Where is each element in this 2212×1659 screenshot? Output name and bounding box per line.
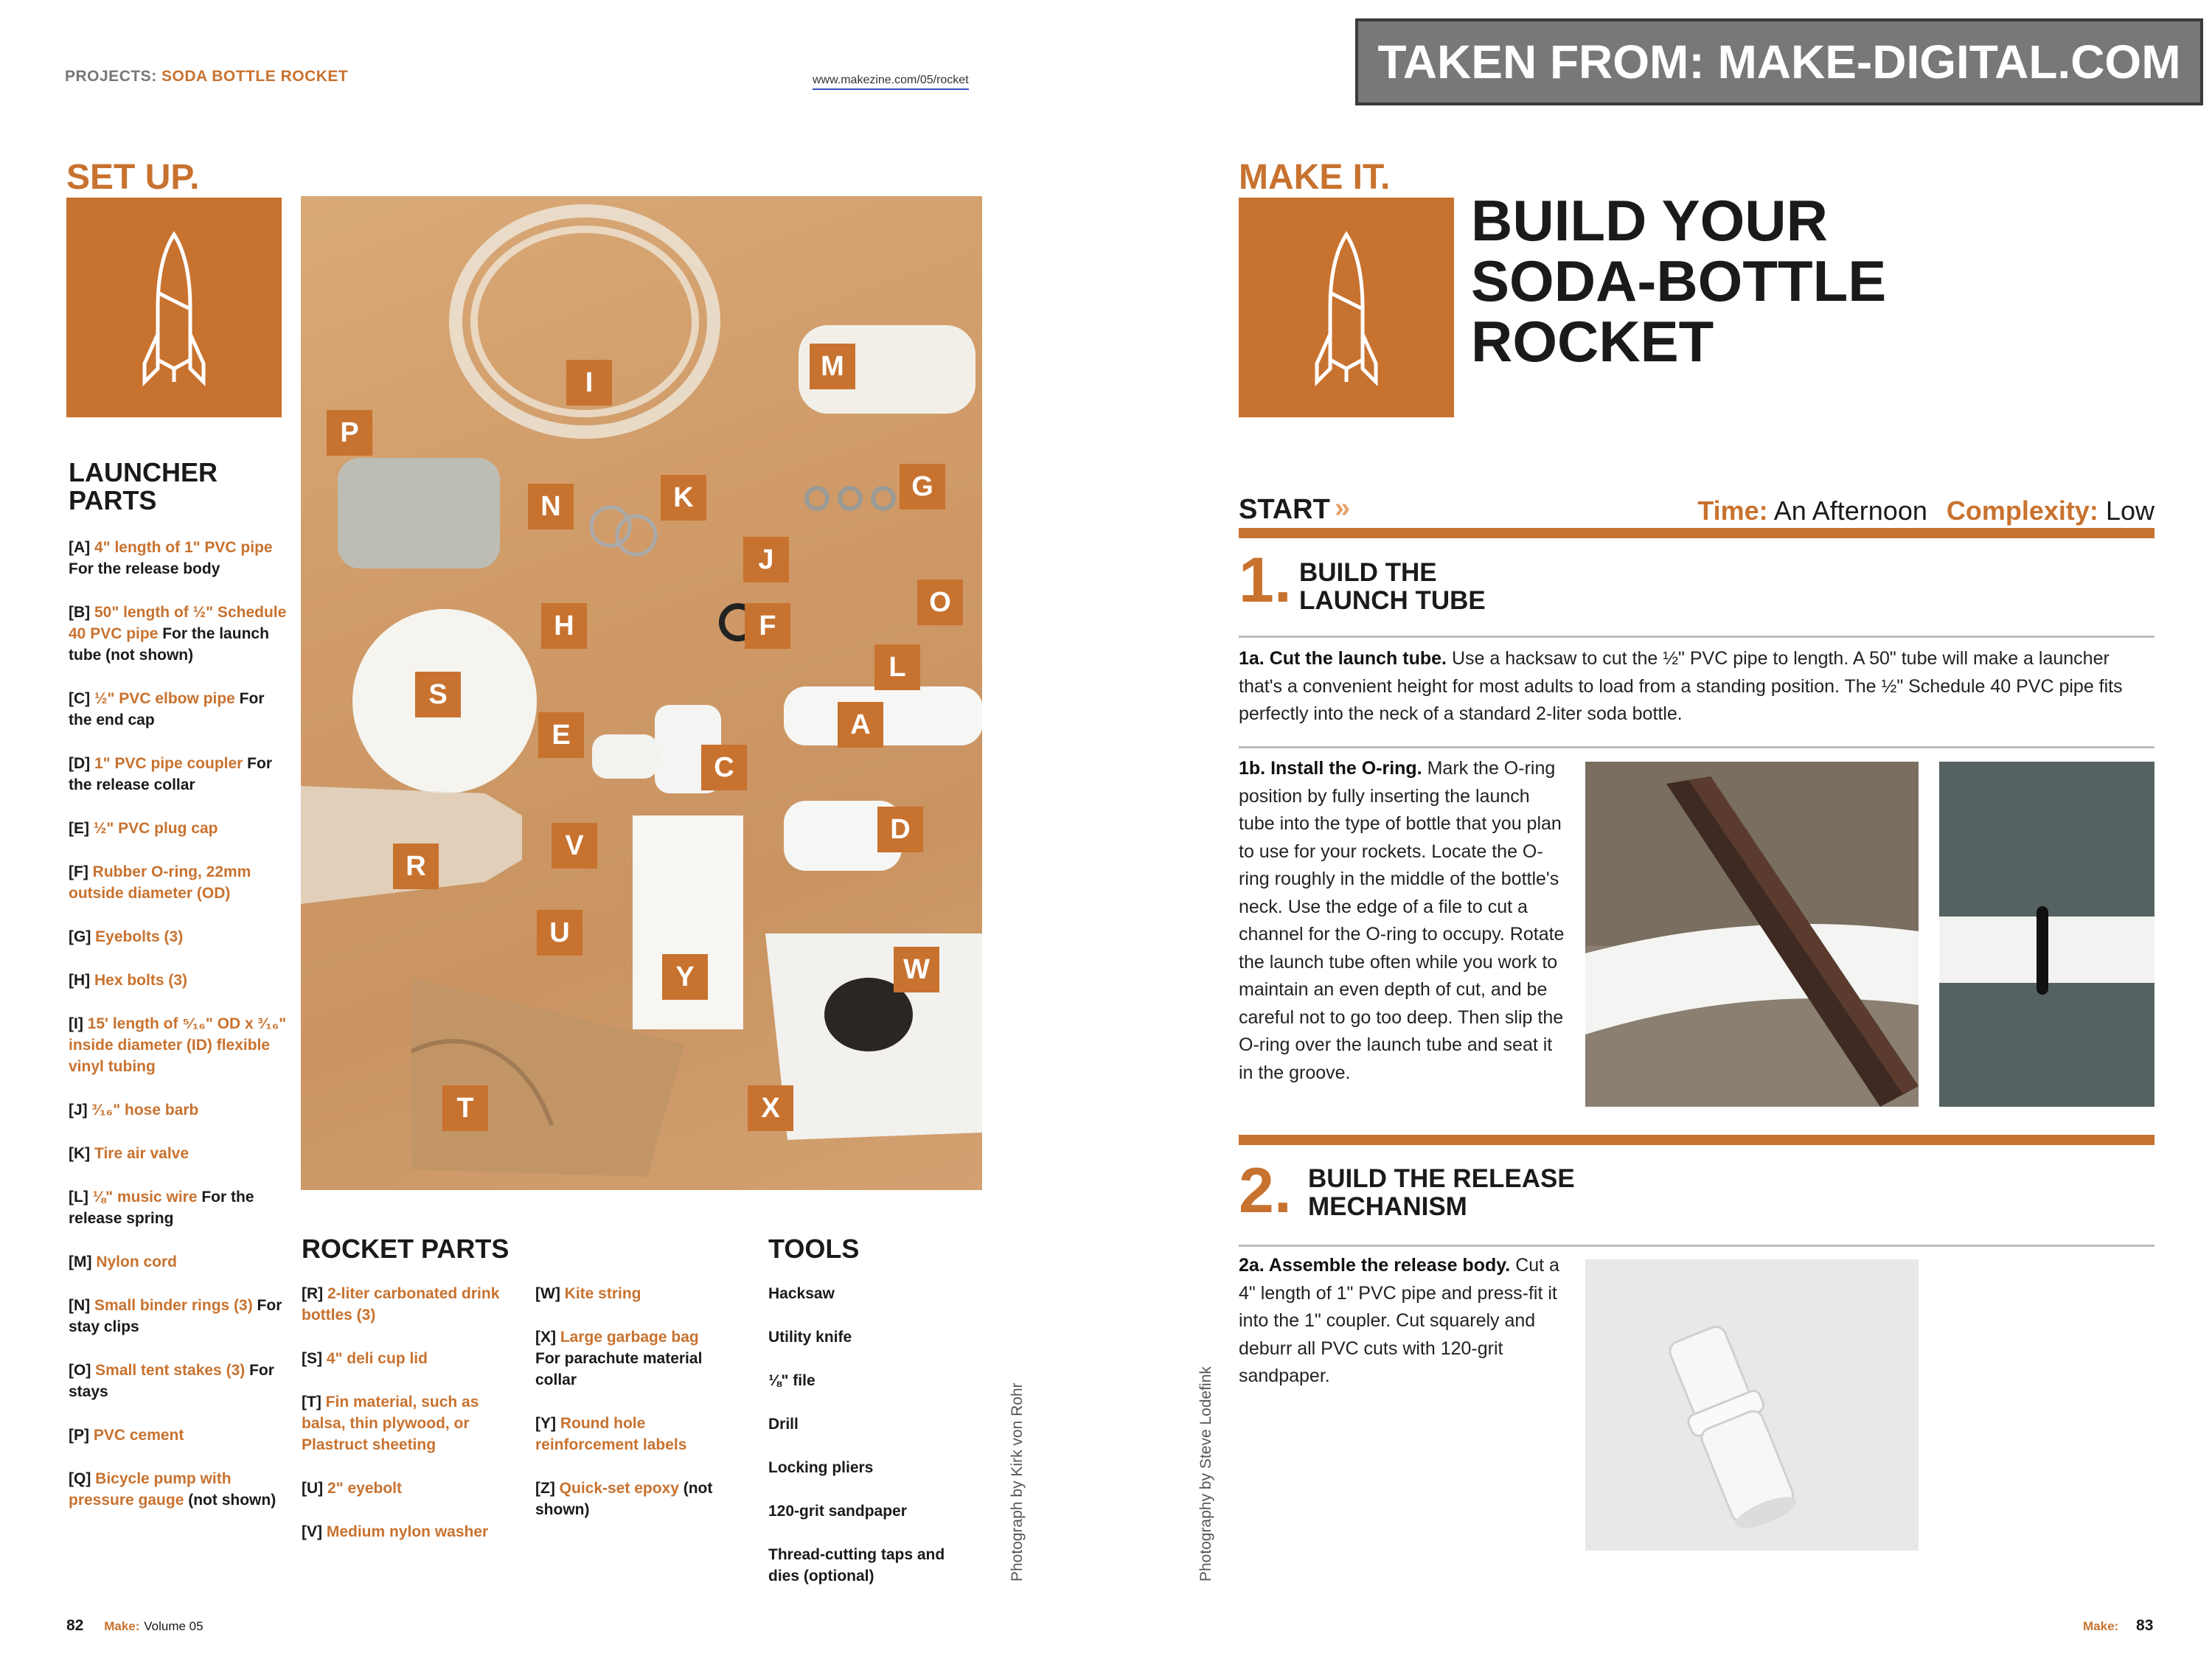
part-name: Large garbage bag [560, 1329, 699, 1346]
rocket-parts-col2 [535, 1283, 727, 1543]
complexity-label: Complexity: [1946, 495, 2098, 526]
header-url-link[interactable]: www.makezine.com/05/rocket [813, 74, 969, 90]
part-item [69, 1186, 290, 1229]
part-code: [F] [69, 863, 93, 880]
part-desc: (not shown) [184, 1492, 276, 1509]
part-item [69, 1295, 290, 1338]
rocket-icon [1239, 198, 1454, 417]
photo-tag-h: H [541, 603, 587, 649]
start-label: START [1239, 494, 1330, 525]
step1a-text [1239, 645, 2154, 728]
source-banner: TAKEN FROM: MAKE-DIGITAL.COM [1355, 18, 2203, 105]
photo-credit-left: Photograph by Kirk von Rohr [1009, 1382, 1026, 1582]
part-code: [U] [302, 1480, 327, 1497]
photo-credit-right: Photography by Steve Lodefink [1197, 1366, 1214, 1582]
part-code: [E] [69, 820, 94, 837]
part-name: 15' length of ⁵⁄₁₆" OD x ³⁄₁₆" inside diameter (ID) flexible vinyl tubing [69, 1015, 287, 1075]
part-name: 4" length of 1" PVC pipe [94, 539, 273, 556]
photo-tag-j: J [743, 537, 789, 582]
part-code: [A] [69, 539, 94, 556]
part-name: 1" PVC pipe coupler [94, 755, 243, 772]
part-item [535, 1478, 727, 1520]
part-item [535, 1326, 727, 1391]
build-title-line3: ROCKET [1471, 309, 1714, 374]
step1b-text [1239, 755, 1571, 1087]
time-value: An Afternoon [1773, 495, 1927, 526]
step1-rule [1239, 636, 2154, 638]
part-desc: For the end cap [69, 690, 265, 728]
part-name: Nylon cord [96, 1253, 178, 1270]
part-item [69, 537, 290, 580]
photo-tag-l: L [874, 644, 920, 690]
step1b-heading: 1b. Install the O-ring. [1239, 758, 1422, 779]
tool-item: Utility knife [768, 1329, 852, 1346]
part-item [69, 1425, 290, 1446]
photo-tag-w: W [894, 947, 939, 992]
part-code: [R] [302, 1285, 327, 1302]
photo-tag-r: R [393, 844, 439, 889]
part-desc: (not shown) [535, 1480, 713, 1518]
release-body-photo [1585, 1259, 1919, 1551]
part-desc: For stay clips [69, 1297, 282, 1335]
release-body-photo-art [1585, 1259, 1919, 1551]
part-desc: For stays [69, 1362, 274, 1400]
tool-item: Locking pliers [768, 1459, 874, 1476]
part-desc: For the release body [69, 560, 220, 577]
part-item [69, 1360, 290, 1402]
makeit-title: MAKE IT. [1239, 158, 1391, 197]
part-name: 2-liter carbonated drink bottles (3) [302, 1285, 500, 1324]
photo-tag-v: V [552, 823, 597, 869]
part-name: Small tent stakes (3) [95, 1362, 246, 1379]
part-item [69, 1143, 290, 1164]
part-item [302, 1283, 515, 1326]
part-item [69, 688, 290, 731]
part-item [69, 861, 290, 904]
rocket-parts-heading: ROCKET PARTS [302, 1234, 509, 1264]
part-code: [I] [69, 1015, 88, 1032]
photo-tag-g: G [900, 464, 945, 509]
part-code: [X] [535, 1329, 560, 1346]
photo-tag-k: K [661, 475, 706, 521]
part-code: [V] [302, 1523, 327, 1540]
part-code: [C] [69, 690, 94, 707]
step1a-body: Use a hacksaw to cut the ½" PVC pipe to length. A 50" tube will make a launcher that's a convenient height for most adults to load from a standing position. The ½" Schedule 40 PVC pipe fits perfectly into the neck of a standard 2-liter soda bottle. [1239, 648, 2123, 724]
step1a-heading: 1a. Cut the launch tube. [1239, 648, 1447, 669]
part-code: [M] [69, 1253, 97, 1270]
parts-photo [301, 196, 982, 1190]
tool-item: 120-grit sandpaper [768, 1503, 907, 1520]
part-code: [N] [69, 1297, 94, 1314]
part-item [69, 753, 290, 796]
part-name: ½" PVC elbow pipe [94, 690, 235, 707]
photo-tag-d: D [877, 807, 923, 852]
footer-page-number: 83 [2136, 1617, 2154, 1634]
photo-tag-f: F [745, 603, 790, 649]
complexity-value: Low [2105, 495, 2154, 526]
header-prefix: PROJECTS: [65, 68, 157, 85]
photo-tag-t: T [442, 1085, 488, 1131]
part-item [69, 1099, 290, 1121]
footer-mag-name: Make: [2083, 1619, 2119, 1633]
part-desc: For the release spring [69, 1189, 254, 1227]
time-complexity [1697, 495, 2154, 526]
footer-right [2083, 1617, 2153, 1635]
step2-title-line1: BUILD THE RELEASE [1308, 1164, 1575, 1193]
step1-number: 1. [1239, 545, 1292, 616]
tool-item: Thread-cutting taps and dies (optional) [768, 1546, 945, 1585]
photo-tag-a: A [838, 702, 883, 748]
build-title-line2: SODA-BOTTLE [1471, 248, 1887, 313]
launcher-parts-heading: LAUNCHER PARTS [69, 457, 218, 515]
part-item [302, 1521, 515, 1543]
step1-title [1299, 559, 1486, 615]
file-cutting-photo [1585, 762, 1919, 1107]
tool-item: Hacksaw [768, 1285, 835, 1302]
part-code: [O] [69, 1362, 96, 1379]
footer-left [66, 1617, 204, 1635]
step1b-body: Mark the O-ring position by fully inserting the launch tube into the type of bottle that you plan to use for your rockets. Locate the O-ring roughly in the middle of the bottle's neck. Use the edge of a file to cut a channel for the O-ring to occupy. Rotate the launch tube often while you work to maintain an even depth of cut, and be careful not to go too deep. Then slip the O-ring over the launch tube and seat it in the groove. [1239, 758, 1565, 1083]
part-item [302, 1348, 515, 1369]
step2-title [1308, 1165, 1575, 1221]
rocket-icon [66, 198, 282, 417]
part-name: Medium nylon washer [326, 1523, 489, 1540]
part-name: ⅛" music wire [92, 1189, 198, 1206]
step2-rule [1239, 1245, 2154, 1247]
part-code: [P] [69, 1427, 94, 1444]
photo-tag-s: S [415, 672, 461, 717]
part-item [69, 1468, 290, 1511]
step2a-body: Cut a 4" length of 1" PVC pipe and press-fit it into the 1" coupler. Cut squarely and deburr all PVC cuts with 120-grit sandpaper. [1239, 1255, 1559, 1386]
part-name: 2" eyebolt [327, 1480, 402, 1497]
build-title-line1: BUILD YOUR [1471, 188, 1828, 253]
footer-page-number: 82 [66, 1617, 84, 1634]
footer-mag-name: Make: [104, 1619, 140, 1633]
file-cutting-photo-art [1585, 762, 1919, 1107]
part-name: Rubber O-ring, 22mm outside diameter (OD) [69, 863, 251, 902]
part-code: [S] [302, 1350, 327, 1367]
tool-item: Drill [768, 1416, 799, 1433]
part-name: Fin material, such as balsa, thin plywood, or Plastruct sheeting [302, 1394, 479, 1453]
part-item [69, 602, 290, 666]
header-title: SODA BOTTLE ROCKET [161, 68, 349, 85]
part-item [69, 970, 290, 991]
part-name: 50" length of ½" Schedule 40 PVC pipe [69, 604, 287, 642]
start-row [1239, 494, 2154, 525]
photo-tag-n: N [528, 484, 574, 529]
step1-title-line1: BUILD THE [1299, 558, 1437, 587]
running-header [65, 68, 348, 86]
step2-title-line2: MECHANISM [1308, 1192, 1467, 1221]
oring-photo [1939, 762, 2154, 1107]
part-name: Bicycle pump with pressure gauge [69, 1470, 232, 1509]
part-code: [T] [302, 1394, 326, 1411]
parts-photo-art [301, 196, 982, 1190]
step1a-rule [1239, 746, 2154, 748]
part-name: Round hole reinforcement labels [535, 1415, 687, 1453]
photo-tag-p: P [327, 410, 372, 456]
part-name: Kite string [564, 1285, 641, 1302]
part-code: [Q] [69, 1470, 96, 1487]
photo-tag-c: C [701, 745, 747, 790]
part-code: [H] [69, 972, 94, 989]
makeit-rocket-box [1239, 198, 1454, 417]
part-code: [D] [69, 755, 94, 772]
part-item [535, 1283, 727, 1304]
step2a-text [1239, 1252, 1571, 1391]
part-item [69, 818, 290, 839]
part-name: ³⁄₁₆" hose barb [91, 1102, 199, 1119]
tools-list [768, 1283, 975, 1609]
part-code: [W] [535, 1285, 565, 1302]
part-name: Tire air valve [94, 1145, 189, 1162]
launcher-parts-list [69, 537, 290, 1533]
footer-volume: Volume 05 [144, 1619, 204, 1633]
part-desc: For the launch tube (not shown) [69, 625, 269, 664]
build-title [1471, 190, 1886, 372]
part-item [535, 1413, 727, 1455]
photo-tag-u: U [537, 910, 582, 956]
part-code: [G] [69, 928, 96, 945]
part-code: [Y] [535, 1415, 560, 1432]
photo-tag-o: O [917, 580, 963, 625]
part-name: Eyebolts (3) [95, 928, 184, 945]
tools-heading: TOOLS [768, 1234, 860, 1264]
part-item [302, 1391, 515, 1455]
part-desc: For parachute material collar [535, 1350, 703, 1388]
photo-tag-x: X [748, 1085, 793, 1131]
step2a-heading: 2a. Assemble the release body. [1239, 1255, 1511, 1276]
time-label: Time: [1697, 495, 1768, 526]
start-divider [1239, 528, 2154, 538]
part-name: Hex bolts (3) [94, 972, 188, 989]
part-name: ½" PVC plug cap [93, 820, 218, 837]
part-item [69, 1251, 290, 1273]
part-code: [Z] [535, 1480, 560, 1497]
photo-tag-i: I [566, 360, 612, 406]
part-item [69, 926, 290, 947]
photo-tag-y: Y [662, 954, 708, 1000]
part-code: [B] [69, 604, 94, 621]
rocket-parts-col1 [302, 1283, 515, 1565]
part-item [69, 1013, 290, 1077]
part-code: [L] [69, 1189, 93, 1206]
part-item [302, 1478, 515, 1499]
step1-title-line2: LAUNCH TUBE [1299, 586, 1486, 615]
part-code: [J] [69, 1102, 92, 1119]
oring-photo-art [1939, 762, 2154, 1107]
part-desc: For the release collar [69, 755, 273, 793]
photo-tag-m: M [810, 344, 855, 389]
step2-divider [1239, 1135, 2154, 1145]
part-name: Quick-set epoxy [559, 1480, 679, 1497]
setup-title: SET UP. [66, 158, 200, 197]
chevron-double-right-icon: » [1335, 493, 1351, 524]
part-name: 4" deli cup lid [326, 1350, 428, 1367]
tool-item: ⅛" file [768, 1372, 815, 1389]
part-name: Small binder rings (3) [94, 1297, 253, 1314]
setup-rocket-box [66, 198, 282, 417]
part-code: [K] [69, 1145, 94, 1162]
part-name: PVC cement [93, 1427, 184, 1444]
photo-tag-e: E [538, 712, 584, 758]
step2-number: 2. [1239, 1155, 1292, 1226]
